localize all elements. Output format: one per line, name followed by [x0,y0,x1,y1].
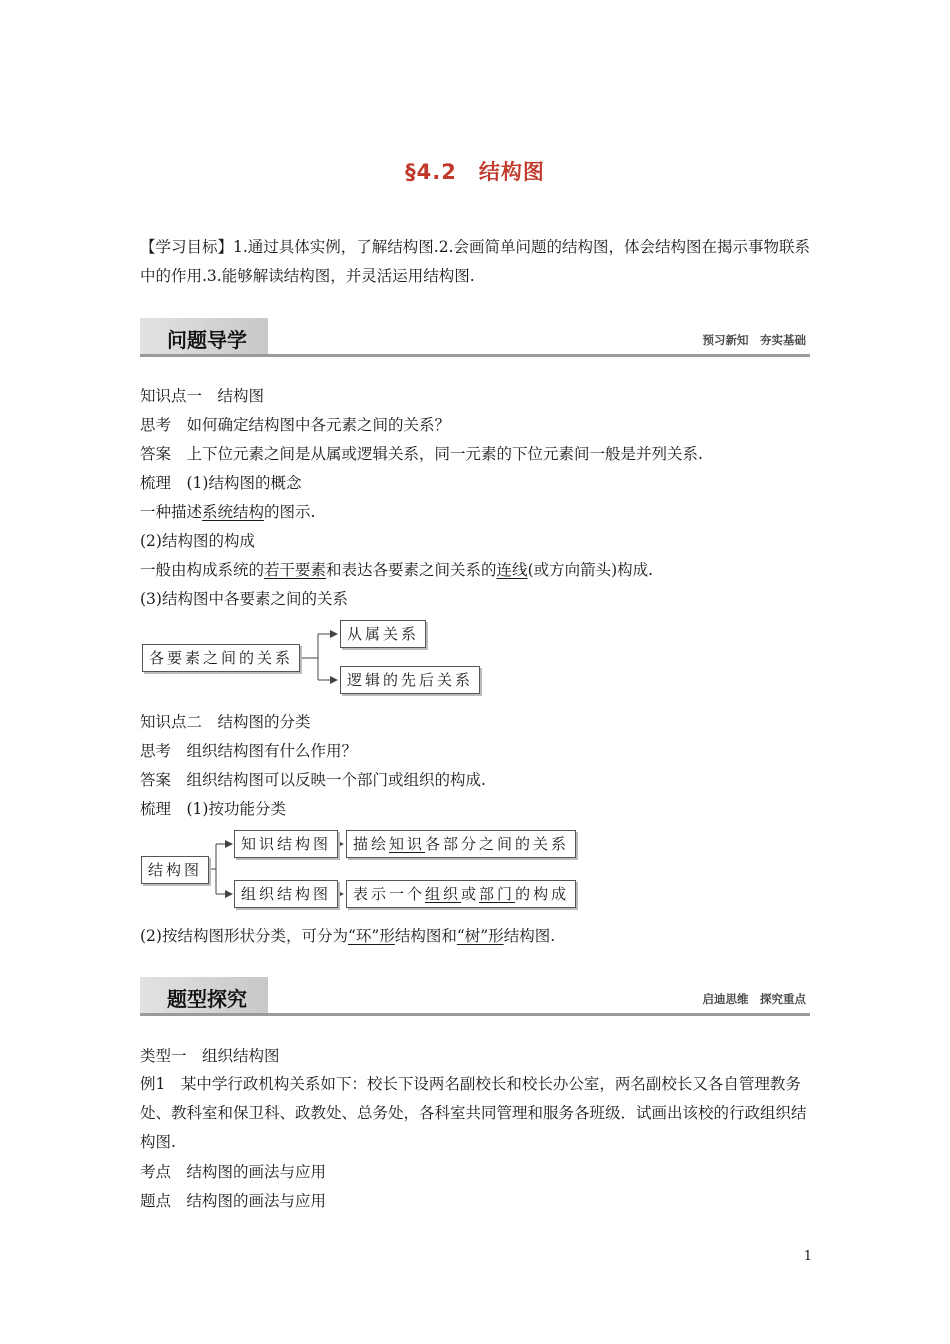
comp-underlined-1: 若干要素 [264,561,327,579]
shape-underlined-tree: “树”形 [456,927,504,945]
section-subheading: 预习新知 夯实基础 [702,333,806,347]
section-bar-explore [140,977,810,1017]
comp-underlined-2: 连线 [496,561,528,579]
shape-underlined-ring: “环”形 [347,927,395,945]
org-desc-underlined-1: 组织 [425,885,462,903]
diagram2-knowledge-box: 知识结构图 [234,830,338,858]
kp1-sort: 梳理 (1)结构图的概念 [140,474,302,492]
shape-post: 结构图. [503,927,556,945]
tidian-line: 题点 结构图的画法与应用 [140,1192,327,1210]
objectives-label: 【学习目标】 [140,238,234,256]
org-desc-pre: 表示一个 [353,885,426,903]
example1-text: 例1 某中学行政机构关系如下：校长下设两名副校长和校长办公室，两名副校长又各自管理教务处、教科室和保卫科、政教处、总务处，各科室共同管理和服务各班级．试画出该校的行政组织结构图. [140,1075,807,1151]
knowledge-desc-underlined: 知识 [389,835,426,853]
page-number: 1 [803,1249,812,1264]
knowledge-desc-pre: 描绘 [353,835,390,853]
page-title: §4.2 结构图 [405,160,545,184]
kp1-title: 知识点一 结构图 [140,387,265,405]
kp2-title: 知识点二 结构图的分类 [140,713,311,731]
section-subheading: 启迪思维 探究重点 [702,992,806,1006]
concept-pre: 一种描述 [140,503,203,521]
comp-post: (或方向箭头)构成. [527,561,654,579]
org-desc-mid: 或 [461,885,480,903]
kp1-comp-title: (2)结构图的构成 [140,532,255,550]
diagram-child-subordinate: 从属关系 [340,620,426,648]
kp2-think: 思考 组织结构图有什么作用？ [140,742,358,760]
concept-post: 的图示. [264,503,316,521]
org-desc-post: 的构成 [515,885,570,903]
kaodian-line: 考点 结构图的画法与应用 [140,1163,327,1181]
diagram-child-logical: 逻辑的先后关系 [340,666,480,694]
shape-pre: (2)按结构图形状分类，可分为 [140,927,348,945]
concept-underlined: 系统结构 [202,503,265,521]
section-heading: 问题导学 [167,328,247,352]
kp2-sort: 梳理 (1)按功能分类 [140,800,286,818]
kp1-think: 思考 如何确定结构图中各元素之间的关系？ [140,416,451,434]
section-heading: 题型探究 [167,987,247,1011]
section-rule [140,1013,810,1016]
diagram2-root-box: 结构图 [141,856,209,884]
type1-title: 类型一 组织结构图 [140,1047,280,1065]
kp1-answer: 答案 上下位元素之间是从属或逻辑关系，同一元素的下位元素间一般是并列关系. [140,445,703,463]
kp1-rel-title: (3)结构图中各要素之间的关系 [140,590,348,608]
shape-mid: 结构图和 [394,927,457,945]
comp-mid: 和表达各要素之间关系的 [326,561,497,579]
diagram-root-box: 各要素之间的关系 [142,644,300,672]
comp-pre: 一般由构成系统的 [140,561,265,579]
diagram2-organization-desc [346,880,576,908]
kp2-shape [140,926,555,946]
diagram2-organization-box: 组织结构图 [234,880,338,908]
org-desc-underlined-2: 部门 [479,885,516,903]
knowledge-desc-post: 各部分之间的关系 [425,835,570,853]
kp2-answer: 答案 组织结构图可以反映一个部门或组织的构成. [140,771,486,789]
diagram2-knowledge-desc [346,830,576,858]
objectives-text: 1.通过具体实例，了解结构图.2.会画简单问题的结构图，体会结构图在揭示事物联系中的作用.3.能够解读结构图，并灵活运用结构图. [140,238,811,285]
